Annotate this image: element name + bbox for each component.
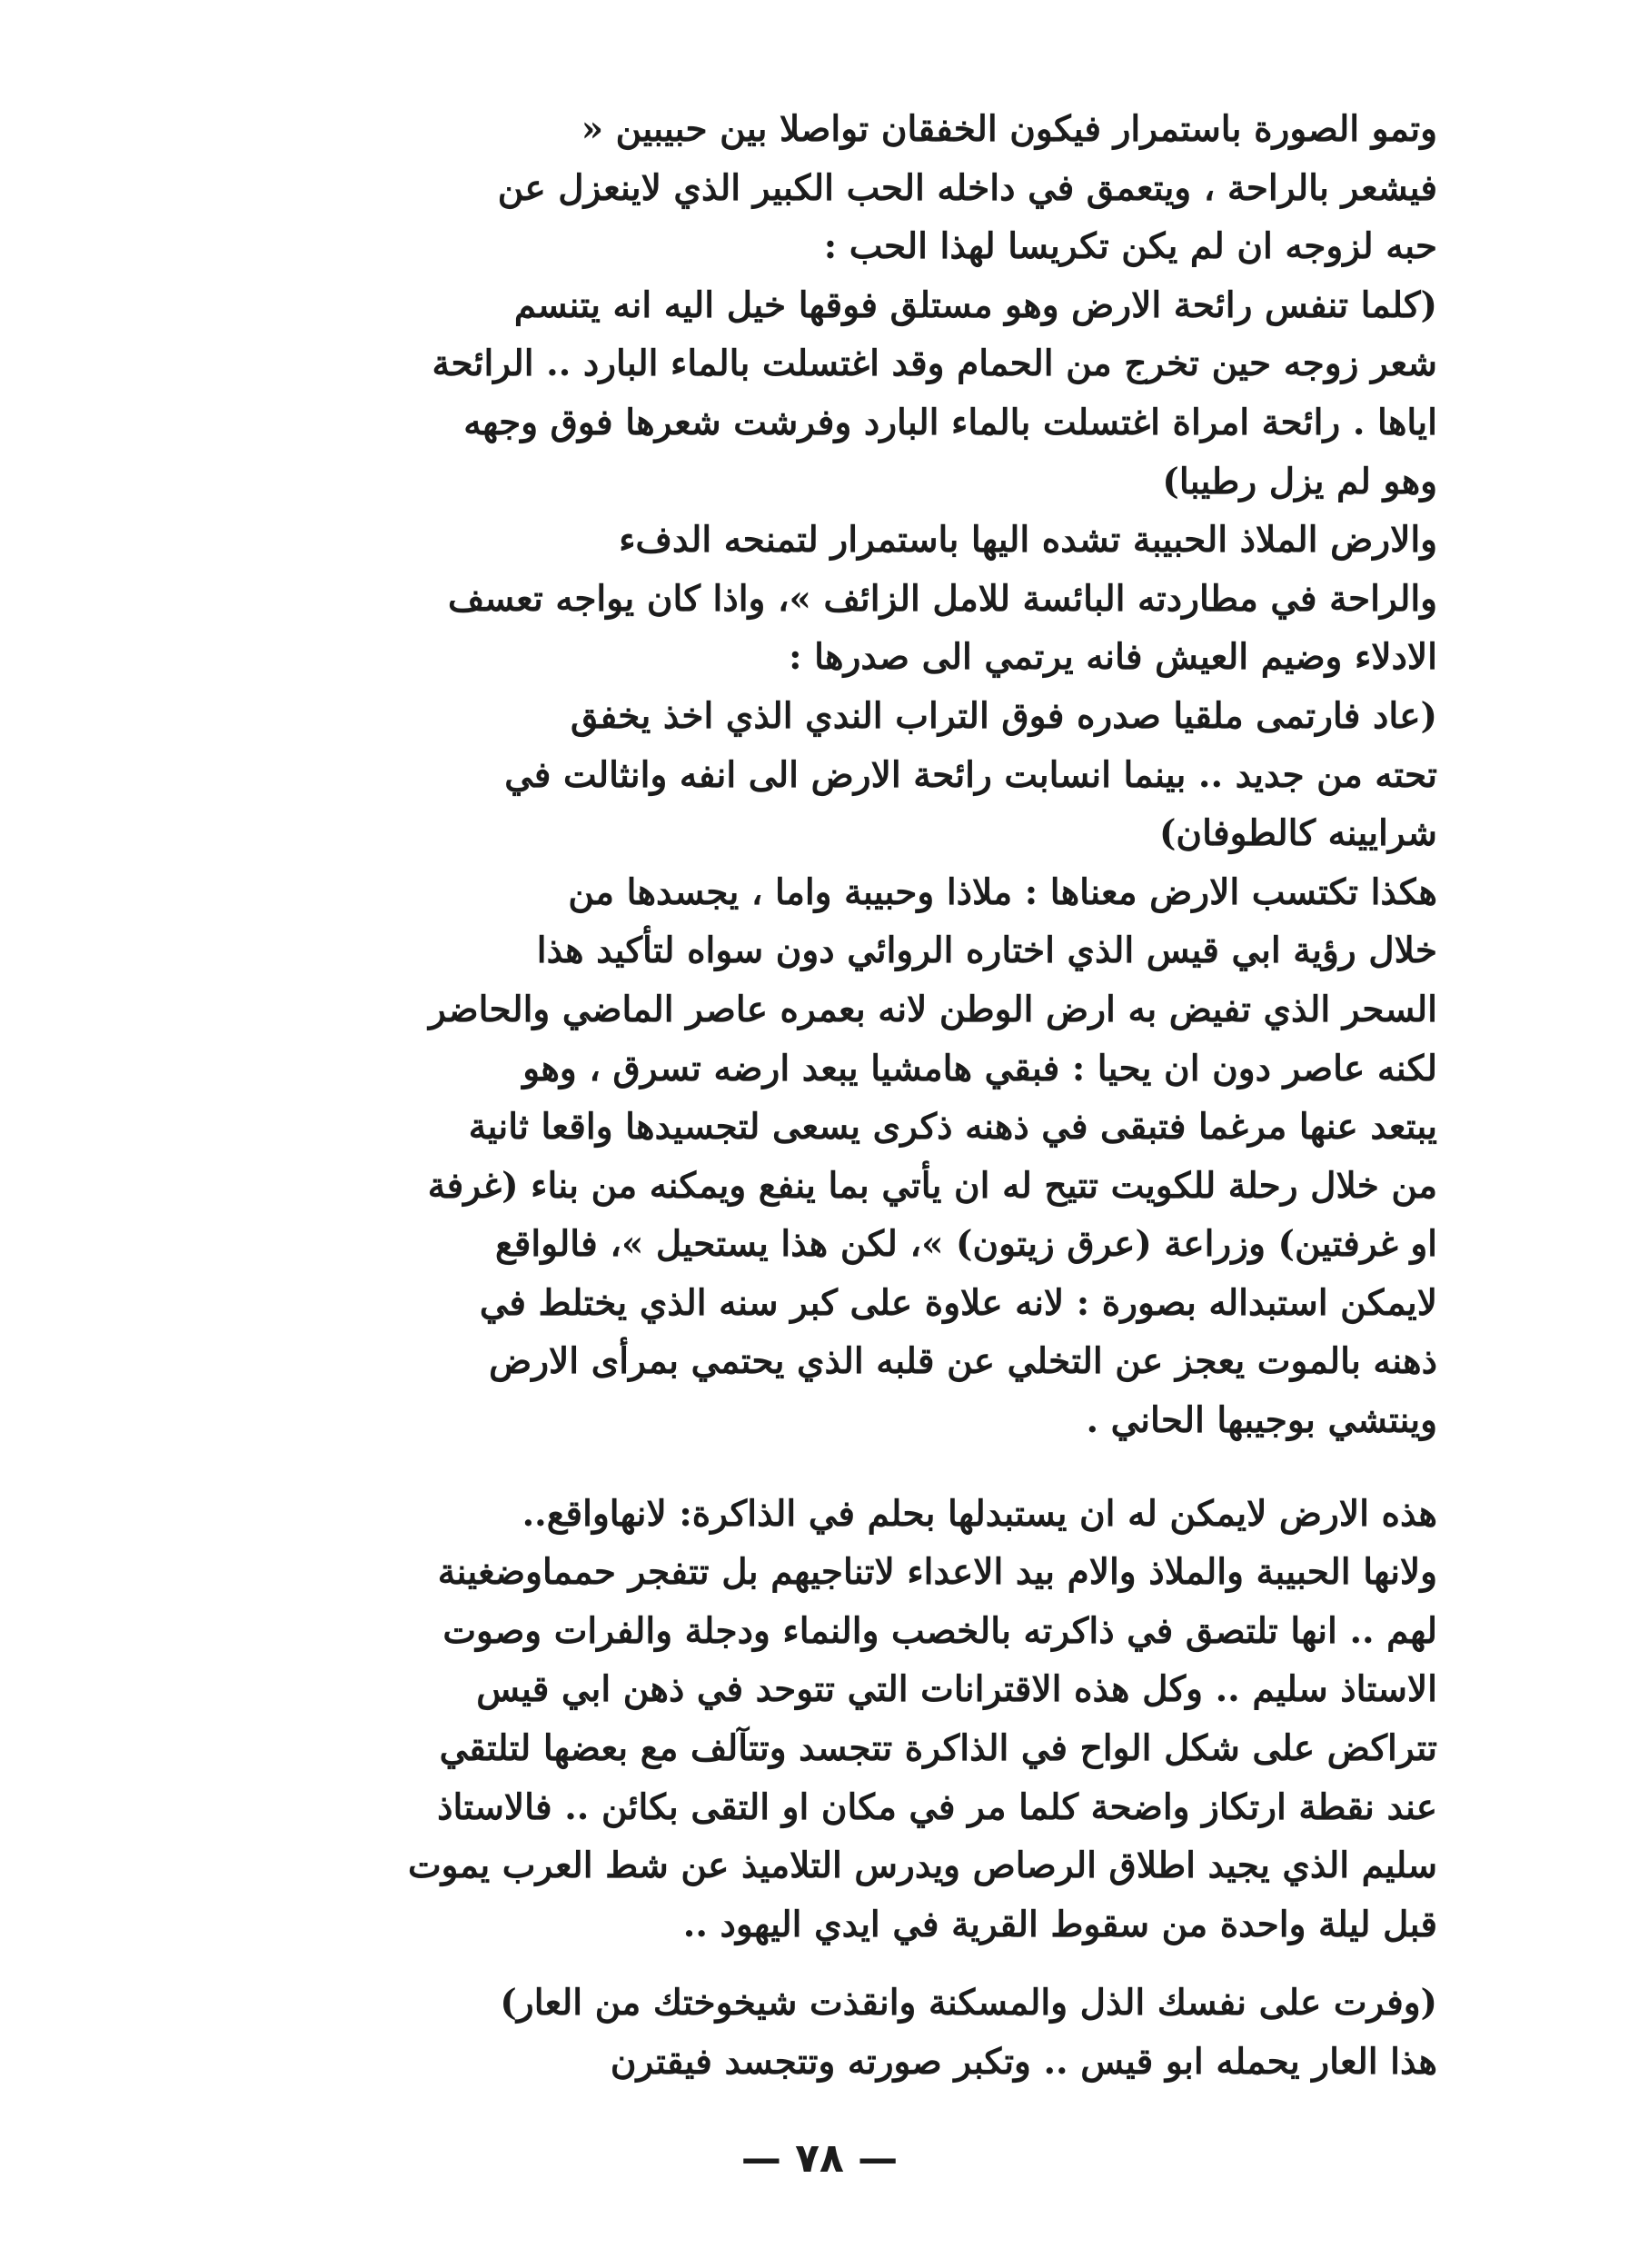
text-line: هذه الارض لايمكن له ان يستبدلها بحلم في الذاكرة: لانهاواقع.. xyxy=(522,1492,1437,1535)
text-line: يبتعد عنها مرغما فتبقى في ذهنه ذكرى يسعى لتجسيدها واقعا ثانية xyxy=(468,1106,1437,1149)
text-line: عند نقطة ارتكاز واضحة كلما مر في مكان او التقى بكائن .. فالاستاذ xyxy=(437,1786,1437,1828)
text-line: لايمكن استبداله بصورة : لانه علاوة على كبر سنه الذي يختلط في xyxy=(479,1281,1437,1324)
text-line: (عاد فارتمى ملقيا صدره فوق التراب الندي الذي اخذ يخفق xyxy=(571,694,1437,737)
text-line: (وفرت على نفسك الذل والمسكنة وانقذت شيخوختك من العار) xyxy=(500,1982,1437,2024)
text-line: لهم .. انها تلتصق في ذاكرته بالخصب والنماء ودجلة والفرات وصوت xyxy=(442,1609,1437,1652)
text-line: فيشعر بالراحة ، ويتعمق في داخله الحب الكبير الذي لاينعزل عن xyxy=(497,166,1437,209)
text-line: او غرفتين) وزراعة (عرق زيتون) »، لكن هذا يستحيل »، فالواقع xyxy=(495,1223,1437,1266)
text-line: ولانها الحبيبة والملاذ والام بيد الاعداء لاتناجيهم بل تتفجر حمماوضغينة xyxy=(437,1551,1437,1594)
text-line: ذهنه بالموت يعجز عن التخلي عن قلبه الذي يحتمي بمرأى الارض xyxy=(489,1340,1437,1383)
text-line: وتمو الصورة باستمرار فيكون الخفقان تواصلا بين حبيبين « xyxy=(581,108,1437,150)
text-line: اياها . رائحة امراة اغتسلت بالماء البارد وفرشت شعرها فوق وجهه xyxy=(463,401,1437,443)
text-line: سليم الذي يجيد اطلاق الرصاص ويدرس التلاميذ عن شط العرب يموت xyxy=(407,1845,1437,1887)
text-line: وهو لم يزل رطيبا) xyxy=(1162,460,1437,502)
text-line: السحر الذي تفيض به ارض الوطن لانه بعمره عاصر الماضي والحاضر xyxy=(429,988,1437,1030)
text-line: وينتشي بوجيبها الحاني . xyxy=(1086,1399,1437,1442)
text-line: (كلما تنفس رائحة الارض وهو مستلق فوقها خيل اليه انه يتنسم xyxy=(513,284,1437,326)
text-line: شعر زوجه حين تخرج من الحمام وقد اغتسلت بالماء البارد .. الرائحة xyxy=(432,343,1437,385)
text-line: هذا العار يحمله ابو قيس .. وتكبر صورته وتتجسد فيقترن xyxy=(610,2041,1437,2083)
text-line: حبه لزوجه ان لم يكن تكريسا لهذا الحب : xyxy=(823,225,1437,268)
text-line: والارض الملاذ الحبيبة تشده اليها باستمرار لتمنحه الدفء xyxy=(619,519,1437,562)
text-line: والراحة في مطاردته البائسة للامل الزائف »، واذا كان يواجه تعسف xyxy=(448,577,1437,620)
text-line: تحته من جديد .. بينما انسابت رائحة الارض الى انفه وانثالت في xyxy=(504,753,1437,796)
text-line: تتراكض على شكل الواح في الذاكرة تتجسد وتتآلف مع بعضها لتلتقي xyxy=(439,1727,1437,1770)
page-number: — ٧٨ — xyxy=(740,2135,899,2182)
text-line: شرايينه كالطوفان) xyxy=(1158,812,1437,855)
text-line: من خلال رحلة للكويت تتيح له ان يأتي بما ينفع ويمكنه من بناء (غرفة xyxy=(427,1164,1437,1207)
text-line: هكذا تكتسب الارض معناها : ملاذا وحبيبة واما ، يجسدها من xyxy=(568,870,1437,913)
text-line: قبل ليلة واحدة من سقوط القرية في ايدي اليهود .. xyxy=(682,1903,1437,1945)
body-text xyxy=(214,100,1437,2092)
text-line: لكنه عاصر دون ان يحيا : فبقي هامشيا يبعد ارضه تسرق ، وهو xyxy=(522,1047,1437,1089)
text-line: الادلاء وضيم العيش فانه يرتمي الى صدرها : xyxy=(789,636,1437,679)
text-line: الاستاذ سليم .. وكل هذه الاقترانات التي تتوحد في ذهن ابي قيس xyxy=(476,1668,1437,1711)
text-line: خلال رؤية ابي قيس الذي اختاره الروائي دون سواه لتأكيد هذا xyxy=(536,930,1437,972)
